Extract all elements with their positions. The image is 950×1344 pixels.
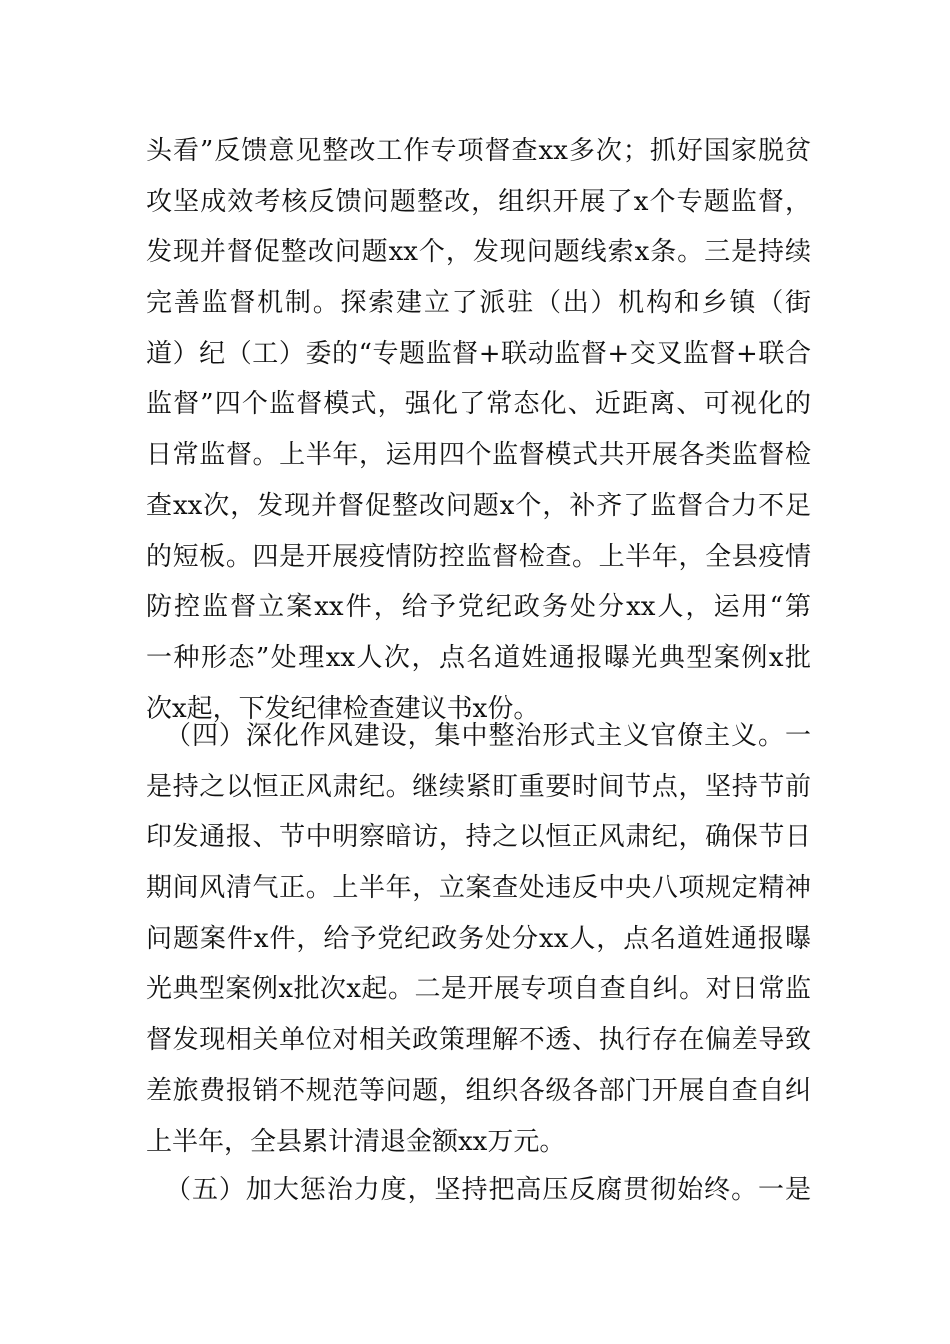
text-line: 问题案件x件，给予党纪政务处分xx人，点名道姓通报曝: [146, 923, 811, 954]
text-line: 完善监督机制。探索建立了派驻（出）机构和乡镇（街: [146, 288, 811, 319]
text-line: 的短板。四是开展疫情防控监督检查。上半年，全县疫情: [146, 541, 811, 572]
paragraph-section-four: [146, 711, 811, 1167]
paragraph-continued: [146, 126, 811, 734]
text-line: 发现并督促整改问题xx个，发现问题线索x条。三是持续: [146, 237, 811, 268]
text-line: 攻坚成效考核反馈问题整改，组织开展了x个专题监督，: [146, 186, 811, 217]
text-line: （四）深化作风建设，集中整治形式主义官僚主义。一: [165, 721, 811, 751]
text-line: 督发现相关单位对相关政策理解不透、执行存在偏差导致: [146, 1025, 811, 1056]
text-line: 期间风清气正。上半年，立案查处违反中央八项规定精神: [146, 873, 811, 904]
text-line: 印发通报、节中明察暗访，持之以恒正风肃纪，确保节日: [146, 822, 811, 853]
text-line: 差旅费报销不规范等问题，组织各级各部门开展自查自纠: [146, 1075, 811, 1106]
text-line: 一种形态”处理xx人次，点名道姓通报曝光典型案例x批: [146, 642, 811, 673]
text-line: 查xx次，发现并督促整改问题x个，补齐了监督合力不足: [146, 490, 811, 521]
text-line: 头看”反馈意见整改工作专项督查xx多次；抓好国家脱贫: [146, 136, 811, 166]
text-line: 日常监督。上半年，运用四个监督模式共开展各类监督检: [146, 440, 811, 471]
paragraph-section-five: [146, 1165, 811, 1216]
text-line: 上半年，全县累计清退金额xx万元。: [146, 1126, 566, 1157]
text-line: （五）加大惩治力度，坚持把高压反腐贯彻始终。一是: [165, 1175, 811, 1205]
text-line: 光典型案例x批次x起。二是开展专项自查自纠。对日常监: [146, 974, 811, 1005]
text-line: 次x起，下发纪律检查建议书x份。: [146, 693, 540, 724]
text-line: 道）纪（工）委的“专题监督+联动监督+交叉监督+联合: [146, 338, 811, 369]
text-line: 是持之以恒正风肃纪。继续紧盯重要时间节点，坚持节前: [146, 771, 811, 802]
text-line: 监督”四个监督模式，强化了常态化、近距离、可视化的: [146, 389, 811, 420]
text-line: 防控监督立案xx件，给予党纪政务处分xx人，运用“第: [146, 592, 811, 623]
